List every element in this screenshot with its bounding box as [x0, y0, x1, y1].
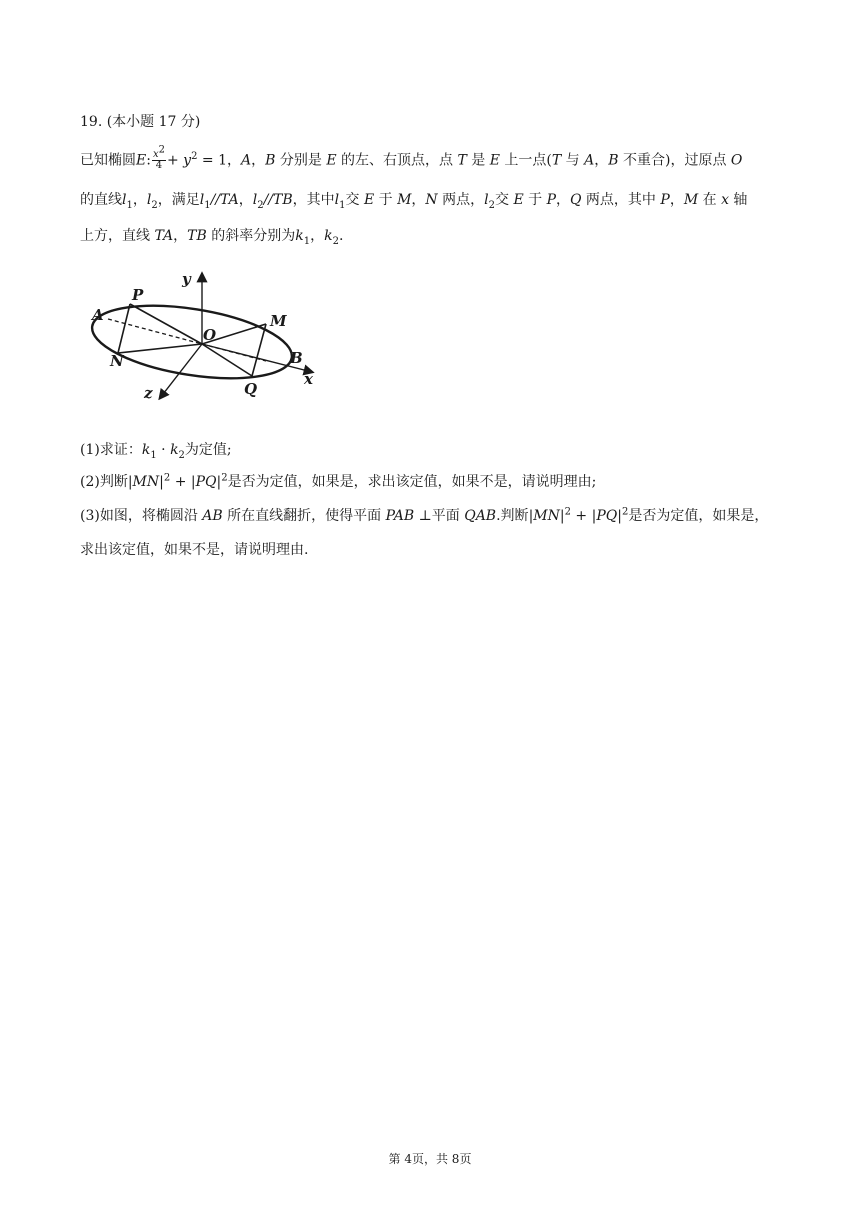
page-footer: 第 4页，共 8页	[388, 1152, 472, 1166]
problem-stem-line-1: 已知椭圆E: $\frac{x^2}{4}$ + $y^2 = 1$，A，B 分别是 E 的左、右顶点，点 T 是 E 上一点(T 与 A，B 不重合)，过原点 O	[80, 144, 743, 171]
problem-number: 19.	[80, 114, 103, 130]
label-z: z	[144, 384, 153, 402]
label-Q: Q	[244, 380, 258, 398]
label-x: x	[304, 370, 313, 388]
problem-points: (本小题 17 分)	[106, 114, 201, 130]
problem-stem-line-3: 上方，直线 TA，TB 的斜率分别为$k_1$，$k_2$.	[80, 228, 344, 247]
label-M: M	[270, 312, 287, 330]
label-B: B	[290, 349, 303, 367]
label-P: P	[132, 286, 144, 304]
question-3: (3)如图，将椭圆沿 AB 所在直线翻折，使得平面 PAB ⊥平面 QAB.判断$|MN|^2 + |PQ|^2$是否为定值，如果是，	[80, 506, 769, 524]
segment-AO	[108, 319, 202, 344]
label-N: N	[110, 352, 124, 370]
problem-stem-line-2: 的直线$l_1$，$l_2$，满足$l_1//TA$，$l_2//TB$，其中$l_1$交 E 于 M，N 两点，$l_2$交 E 于 P，Q 两点，其中 P，M 在 x 轴	[80, 192, 748, 211]
label-y: y	[182, 270, 191, 288]
ellipse-figure	[86, 266, 332, 406]
segment-MQ	[252, 324, 266, 376]
segment-PN	[118, 304, 130, 353]
question-1: (1)求证：$k_1 \cdot k_2$为定值;	[80, 442, 232, 461]
segment-NO	[118, 344, 202, 353]
ellipse-diagram	[86, 266, 332, 406]
question-2: (2)判断$|MN|^2 + |PQ|^2$是否为定值，如果是，求出该定值，如果不是，请说明理由;	[80, 472, 597, 490]
problem-header	[80, 112, 200, 132]
label-A: A	[92, 306, 104, 324]
question-3-line-2: 求出该定值，如果不是，请说明理由.	[80, 542, 309, 558]
segment-OQ	[202, 344, 252, 376]
label-O: O	[203, 326, 217, 344]
fraction: $\frac{x^2}{4}$	[152, 144, 165, 171]
segment-PO	[130, 304, 202, 344]
